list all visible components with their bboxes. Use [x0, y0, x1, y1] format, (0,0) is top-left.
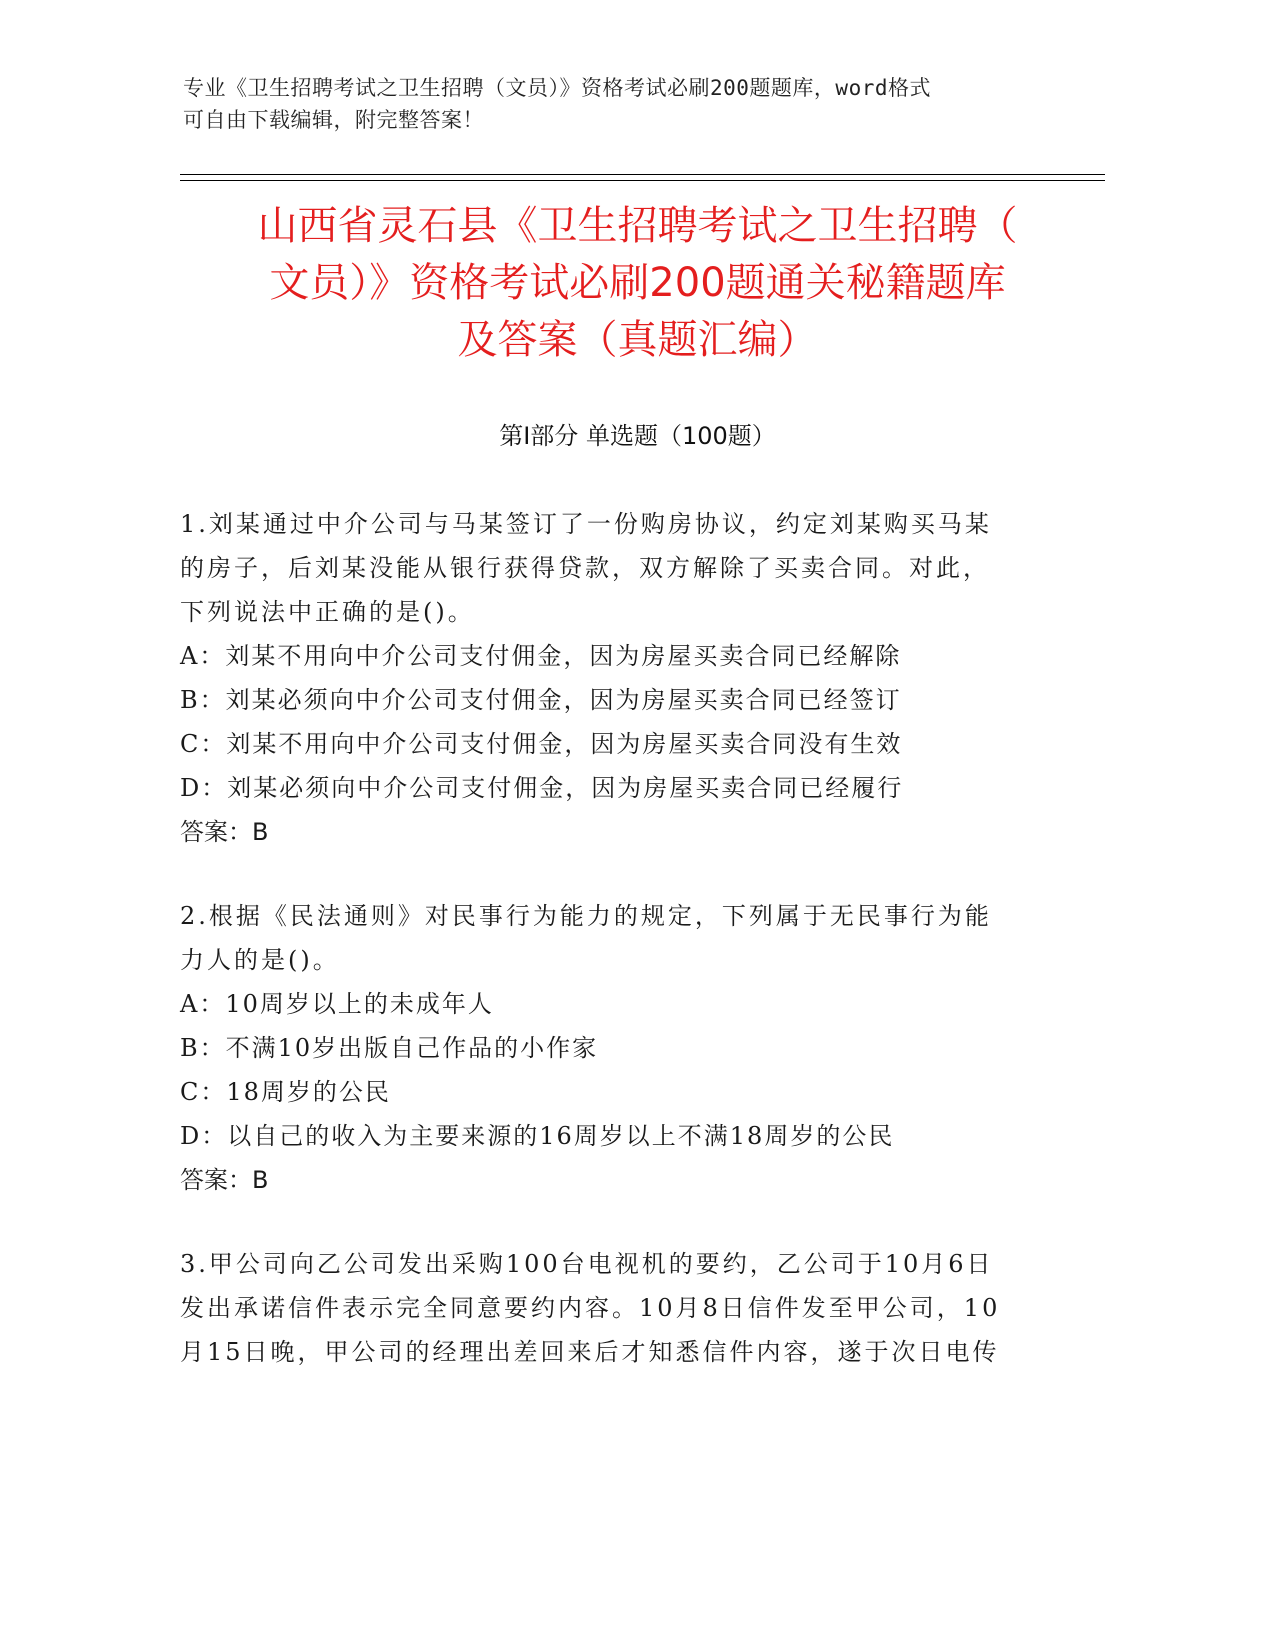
question-stem-line: 1.刘某通过中介公司与马某签订了一份购房协议，约定刘某购买马某	[180, 510, 992, 538]
page-header	[183, 72, 1053, 136]
header-divider-top	[180, 174, 1105, 175]
question-stem-line: 发出承诺信件表示完全同意要约内容。10月8日信件发至甲公司，10	[180, 1294, 1001, 1322]
option-b: B：刘某必须向中介公司支付佣金，因为房屋买卖合同已经签订	[180, 686, 902, 714]
option-d: D：以自己的收入为主要来源的16周岁以上不满18周岁的公民	[180, 1122, 895, 1150]
question-stem-line: 下列说法中正确的是()。	[180, 598, 475, 626]
question-list	[180, 502, 1030, 1414]
option-a: A：刘某不用向中介公司支付佣金，因为房屋买卖合同已经解除	[180, 642, 902, 670]
question-stem-line: 的房子，后刘某没能从银行获得贷款，双方解除了买卖合同。对此，	[180, 554, 990, 582]
question-item	[180, 502, 1030, 854]
question-item	[180, 1242, 1030, 1374]
answer-line: 答案：B	[180, 1166, 269, 1194]
question-stem-line: 力人的是()。	[180, 946, 340, 974]
option-a: A：10周岁以上的未成年人	[180, 990, 494, 1018]
title-line-1: 山西省灵石县《卫生招聘考试之卫生招聘（	[257, 203, 1018, 249]
header-line-1: 专业《卫生招聘考试之卫生招聘（文员）》资格考试必刷200题题库，word格式	[183, 76, 931, 100]
question-item	[180, 894, 1030, 1202]
option-b: B：不满10岁出版自己作品的小作家	[180, 1034, 599, 1062]
title-line-3: 及答案（真题汇编）	[457, 317, 818, 363]
section-heading: 第Ⅰ部分 单选题（100题）	[499, 422, 776, 450]
document-title	[160, 198, 1115, 369]
question-stem-line: 月15日晚，甲公司的经理出差回来后才知悉信件内容，遂于次日电传	[180, 1338, 1000, 1366]
title-line-2: 文员）》资格考试必刷200题通关秘籍题库	[269, 260, 1006, 306]
option-c: C：刘某不用向中介公司支付佣金，因为房屋买卖合同没有生效	[180, 730, 903, 758]
option-d: D：刘某必须向中介公司支付佣金，因为房屋买卖合同已经履行	[180, 774, 904, 802]
option-c: C：18周岁的公民	[180, 1078, 391, 1106]
header-divider-bottom	[180, 180, 1105, 181]
answer-line: 答案：B	[180, 818, 269, 846]
question-stem-line: 3.甲公司向乙公司发出采购100台电视机的要约，乙公司于10月6日	[180, 1250, 994, 1278]
header-line-2: 可自由下载编辑，附完整答案！	[183, 108, 484, 132]
question-stem-line: 2.根据《民法通则》对民事行为能力的规定，下列属于无民事行为能	[180, 902, 992, 930]
